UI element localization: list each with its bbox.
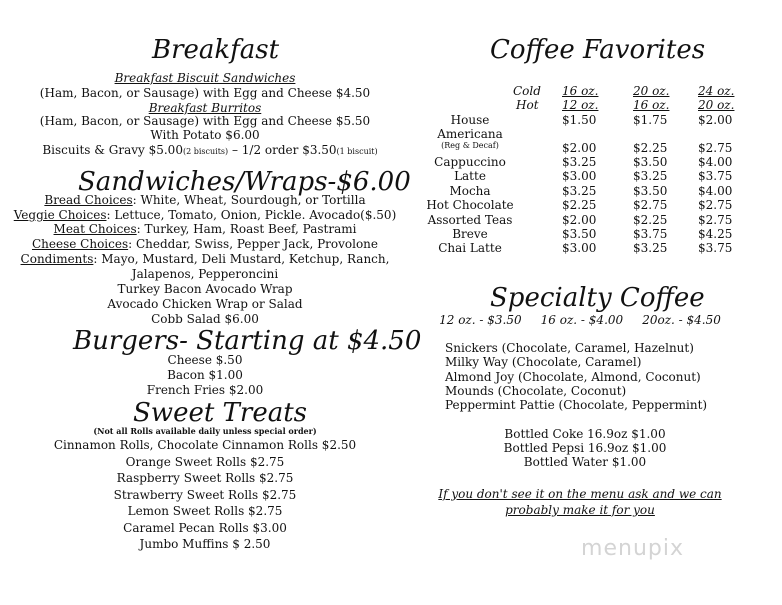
hot-size: 16 oz. — [633, 98, 670, 112]
coffee-title: Coffee Favorites — [490, 35, 706, 65]
coffee-price: $2.00 — [698, 113, 733, 127]
coffee-price: $1.50 — [562, 113, 597, 127]
bread-choices — [0, 193, 410, 207]
coffee-price: $3.25 — [562, 184, 597, 198]
coffee-price: $3.25 — [633, 241, 668, 255]
cold-size: 24 oz. — [698, 84, 735, 98]
coffee-price: $4.00 — [698, 155, 733, 169]
sweet-item: Jumbo Muffins $ 2.50 — [139, 537, 271, 551]
coffee-row-name: Assorted Teas — [427, 213, 513, 227]
coffee-price: $3.25 — [633, 169, 668, 183]
coffee-price: $3.50 — [562, 227, 597, 241]
potato-line: With Potato $6.00 — [150, 128, 260, 142]
coffee-price: $3.50 — [633, 155, 668, 169]
specialty-item: Almond Joy (Chocolate, Almond, Coconut) — [445, 370, 701, 384]
condiments-text: : Mayo, Mustard, Deli Mustard, Ketchup, Ranch, — [93, 252, 390, 266]
condiments — [0, 252, 410, 266]
coffee-price: $3.50 — [633, 184, 668, 198]
veggie-choices — [0, 208, 410, 222]
sweet-item: Cinnamon Rolls, Chocolate Cinnamon Rolls $2.50 — [53, 438, 357, 452]
bread-text: : White, Wheat, Sourdough, or Tortilla — [132, 193, 366, 207]
specialty-title: Specialty Coffee — [490, 283, 705, 313]
cold-label: Cold — [513, 84, 541, 98]
coffee-price: $4.25 — [698, 227, 733, 241]
coffee-price: $2.25 — [562, 198, 597, 212]
burger-item: Bacon $1.00 — [167, 368, 243, 382]
bottled-item: Bottled Water $1.00 — [523, 455, 647, 469]
sweet-item: Raspberry Sweet Rolls $2.75 — [116, 471, 294, 485]
coffee-price: $2.75 — [698, 141, 733, 155]
coffee-price: $3.75 — [633, 227, 668, 241]
coffee-price: $3.00 — [562, 169, 597, 183]
coffee-row-name: House — [450, 113, 490, 127]
coffee-price: $3.25 — [562, 155, 597, 169]
coffee-price: $4.00 — [698, 184, 733, 198]
coffee-row-name: Cappuccino — [434, 155, 506, 169]
coffee-price: $1.75 — [633, 113, 668, 127]
biscuit-line: (Ham, Bacon, or Sausage) with Egg and Cheese $4.50 — [39, 86, 371, 100]
menupix-watermark: menupix — [581, 536, 684, 561]
sandwich-item: Turkey Bacon Avocado Wrap — [117, 282, 293, 296]
gravy-note-2: (1 biscuit) — [336, 147, 378, 156]
gravy-note-1: (2 biscuits) — [182, 147, 229, 156]
hot-size: 12 oz. — [562, 98, 599, 112]
specialty-item: Mounds (Chocolate, Coconut) — [445, 384, 627, 398]
hot-size: 20 oz. — [698, 98, 735, 112]
biscuit-heading: Breakfast Biscuit Sandwiches — [114, 71, 296, 85]
sweet-item: Lemon Sweet Rolls $2.75 — [127, 504, 283, 518]
gravy-mid: – 1/2 order $3.50 — [228, 143, 337, 157]
coffee-price: $2.00 — [562, 141, 597, 155]
specialty-item: Snickers (Chocolate, Caramel, Hazelnut) — [445, 341, 694, 355]
cold-size: 20 oz. — [633, 84, 670, 98]
burrito-line: (Ham, Bacon, or Sausage) with Egg and Cheese $5.50 — [39, 114, 371, 128]
coffee-row-name: Chai Latte — [438, 241, 502, 255]
breakfast-title: Breakfast — [152, 35, 280, 65]
coffee-price: $2.75 — [698, 213, 733, 227]
sandwiches-title: Sandwiches/Wraps-$6.00 — [78, 167, 411, 197]
coffee-price: $3.00 — [562, 241, 597, 255]
cold-size: 16 oz. — [562, 84, 599, 98]
burgers-title: Burgers- Starting at $4.50 — [73, 326, 422, 356]
coffee-price: $3.75 — [698, 241, 733, 255]
condiments-label: Condiments — [20, 252, 94, 266]
sweet-item: Orange Sweet Rolls $2.75 — [125, 455, 285, 469]
cheese-label: Cheese Choices — [31, 237, 129, 251]
hot-label: Hot — [516, 98, 539, 112]
burger-item: Cheese $.50 — [167, 353, 243, 367]
coffee-price: $2.25 — [633, 141, 668, 155]
gravy-line — [0, 143, 420, 157]
sweet-item: Strawberry Sweet Rolls $2.75 — [113, 488, 297, 502]
coffee-row-name: Latte — [454, 169, 486, 183]
footer-line-1: If you don't see it on the menu ask and we can — [438, 487, 722, 501]
sandwich-item: Avocado Chicken Wrap or Salad — [107, 297, 303, 311]
meat-label: Meat Choices — [53, 222, 137, 236]
coffee-row-name: Hot Chocolate — [426, 198, 514, 212]
cheese-text: : Cheddar, Swiss, Pepper Jack, Provolone — [128, 237, 379, 251]
veggie-text: : Lettuce, Tomato, Onion, Pickle. Avocado($.50) — [106, 208, 397, 222]
burger-item: French Fries $2.00 — [146, 383, 264, 397]
meat-choices — [0, 222, 410, 236]
coffee-price: $2.75 — [633, 198, 668, 212]
coffee-price: $2.25 — [633, 213, 668, 227]
sweets-note: (Not all Rolls available daily unless special order) — [93, 426, 317, 436]
burrito-heading: Breakfast Burritos — [148, 101, 262, 115]
coffee-row-name: Mocha — [449, 184, 491, 198]
bread-label: Bread Choices — [44, 193, 133, 207]
coffee-row-name: Breve — [452, 227, 488, 241]
condiments-line-2: Jalapenos, Pepperoncini — [131, 267, 279, 281]
sweet-item: Caramel Pecan Rolls $3.00 — [123, 521, 287, 535]
cheese-choices — [0, 237, 410, 251]
sandwich-item: Cobb Salad $6.00 — [151, 312, 259, 326]
coffee-row-name: Americana — [437, 127, 503, 141]
veggie-label: Veggie Choices — [13, 208, 107, 222]
meat-text: : Turkey, Ham, Roast Beef, Pastrami — [136, 222, 357, 236]
coffee-price: $2.00 — [562, 213, 597, 227]
sweets-title: Sweet Treats — [133, 398, 308, 428]
specialty-sizes: 12 oz. - $3.50 16 oz. - $4.00 20oz. - $4.50 — [439, 313, 721, 327]
coffee-price: $2.75 — [698, 198, 733, 212]
specialty-item: Milky Way (Chocolate, Caramel) — [445, 355, 642, 369]
coffee-row-sub: (Reg & Decaf) — [441, 141, 499, 150]
bottled-item: Bottled Coke 16.9oz $1.00 — [504, 427, 666, 441]
bottled-item: Bottled Pepsi 16.9oz $1.00 — [503, 441, 667, 455]
specialty-item: Peppermint Pattie (Chocolate, Peppermint) — [445, 398, 708, 412]
footer-line-2: probably make it for you — [505, 503, 655, 517]
coffee-price: $3.75 — [698, 169, 733, 183]
gravy-main: Biscuits & Gravy $5.00 — [42, 143, 183, 157]
